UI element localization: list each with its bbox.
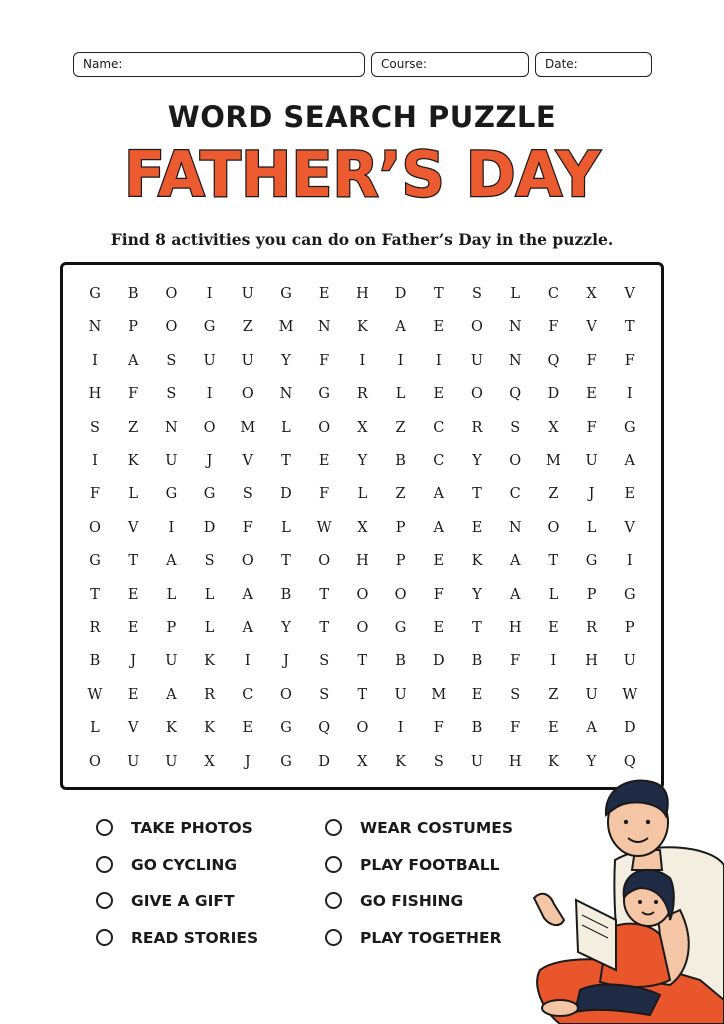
grid-cell[interactable]: I xyxy=(397,720,404,737)
grid-cell[interactable]: B xyxy=(471,720,483,737)
grid-cell[interactable]: M xyxy=(240,419,256,436)
grid-cell[interactable]: O xyxy=(394,586,407,603)
grid-cell[interactable]: M xyxy=(545,453,561,469)
grid-cell[interactable]: A xyxy=(586,720,597,737)
grid-cell[interactable]: A xyxy=(433,486,445,503)
grid-cell[interactable]: S xyxy=(472,286,482,302)
grid-cell[interactable]: E xyxy=(548,720,559,737)
grid-cell[interactable]: K xyxy=(127,453,139,469)
grid-cell[interactable]: L xyxy=(395,386,406,403)
grid-cell[interactable]: G xyxy=(203,486,216,503)
grid-cell[interactable]: E xyxy=(433,553,445,570)
grid-cell[interactable]: T xyxy=(433,286,444,302)
grid-cell[interactable]: T xyxy=(357,653,368,670)
grid-cell[interactable]: U xyxy=(394,686,407,703)
grid-cell[interactable]: G xyxy=(165,486,178,503)
grid-cell[interactable]: H xyxy=(508,753,522,770)
grid-cell[interactable]: M xyxy=(431,686,447,703)
grid-cell[interactable]: X xyxy=(204,753,215,770)
grid-cell[interactable]: T xyxy=(319,586,330,603)
grid-cell[interactable]: T xyxy=(281,553,291,570)
grid-cell[interactable]: Y xyxy=(281,352,291,369)
grid-cell[interactable]: I xyxy=(206,286,213,302)
grid-cell[interactable]: L xyxy=(128,486,138,503)
word-checkbox[interactable] xyxy=(325,856,342,873)
puzzle-grid xyxy=(60,262,664,790)
grid-cell[interactable]: U xyxy=(165,453,178,469)
grid-cell[interactable]: I xyxy=(244,653,251,670)
grid-cell[interactable]: S xyxy=(90,419,100,436)
grid-cell[interactable]: H xyxy=(356,553,369,570)
word-checkbox[interactable] xyxy=(96,892,113,909)
grid-cell[interactable]: Y xyxy=(472,453,482,469)
grid-cell[interactable]: Y xyxy=(586,753,597,770)
grid-cell[interactable]: K xyxy=(471,553,483,570)
grid-cell[interactable]: O xyxy=(280,686,292,703)
grid-cell[interactable]: U xyxy=(470,352,484,369)
grid-cell[interactable]: K xyxy=(356,319,368,336)
course-field[interactable] xyxy=(371,52,529,77)
grid-cell[interactable]: H xyxy=(585,653,598,670)
grid-cell[interactable]: N xyxy=(508,319,522,336)
grid-cell[interactable]: F xyxy=(319,352,330,369)
grid-cell[interactable]: L xyxy=(357,486,368,503)
word-checkbox[interactable] xyxy=(96,856,113,873)
father-reading-to-daughter-icon xyxy=(520,770,724,1024)
grid-cell[interactable]: G xyxy=(585,553,598,570)
grid-cell[interactable]: L xyxy=(510,286,520,302)
grid-cell[interactable]: W xyxy=(622,686,638,703)
word-item: TAKE PHOTOS xyxy=(131,819,253,837)
grid-cell[interactable]: H xyxy=(356,286,369,302)
grid-cell[interactable]: F xyxy=(586,352,597,369)
grid-cell[interactable]: N xyxy=(508,519,522,536)
grid-cell[interactable]: T xyxy=(357,686,368,703)
grid-cell[interactable]: A xyxy=(242,620,254,636)
grid-cell[interactable]: K xyxy=(165,720,177,737)
grid-cell[interactable]: R xyxy=(471,419,483,436)
grid-cell[interactable]: A xyxy=(127,352,139,369)
grid-cell[interactable]: C xyxy=(433,453,445,469)
grid-cell[interactable]: G xyxy=(280,753,292,770)
grid-cell[interactable]: B xyxy=(395,653,406,670)
grid-cell[interactable]: E xyxy=(471,686,483,703)
word-item: PLAY TOGETHER xyxy=(360,928,502,947)
grid-cell[interactable]: O xyxy=(509,453,522,469)
grid-cell[interactable]: O xyxy=(165,286,178,302)
grid-cell[interactable]: L xyxy=(281,519,291,536)
course-label: Course: xyxy=(381,57,427,71)
grid-cell[interactable]: U xyxy=(241,352,254,369)
grid-cell[interactable]: N xyxy=(508,352,522,369)
grid-cell[interactable]: Z xyxy=(395,486,406,503)
grid-cell[interactable]: S xyxy=(433,753,444,770)
grid-cell[interactable]: F xyxy=(89,486,101,503)
grid-cell[interactable]: J xyxy=(283,653,289,670)
grid-cell[interactable]: I xyxy=(626,386,633,403)
grid-cell[interactable]: K xyxy=(395,753,407,770)
grid-cell[interactable]: C xyxy=(509,486,521,503)
grid-cell[interactable]: P xyxy=(128,319,139,336)
grid-cell[interactable]: L xyxy=(204,620,215,636)
grid-cell[interactable]: X xyxy=(586,286,597,302)
grid-cell[interactable]: F xyxy=(242,519,253,536)
grid-cell[interactable]: V xyxy=(624,286,636,302)
word-checkbox[interactable] xyxy=(96,929,113,946)
name-label: Name: xyxy=(83,57,123,71)
grid-cell[interactable]: Y xyxy=(472,586,482,603)
grid-cell[interactable]: P xyxy=(166,620,177,636)
grid-cell[interactable]: T xyxy=(128,553,139,570)
grid-cell[interactable]: Y xyxy=(357,453,368,469)
word-checkbox[interactable] xyxy=(325,819,342,836)
grid-cell[interactable]: F xyxy=(510,653,521,670)
word-checkbox[interactable] xyxy=(96,819,113,836)
grid-cell[interactable]: I xyxy=(92,453,98,469)
grid-cell[interactable]: O xyxy=(318,553,331,570)
grid-cell[interactable]: I xyxy=(397,352,404,369)
grid-cell[interactable]: T xyxy=(472,486,482,503)
grid-cell[interactable]: I xyxy=(206,386,213,403)
grid-cell[interactable]: Q xyxy=(509,386,522,403)
grid-cell[interactable]: L xyxy=(281,419,291,436)
grid-cell[interactable]: O xyxy=(241,553,254,570)
grid-cell[interactable]: B xyxy=(280,586,292,603)
grid-cell[interactable]: C xyxy=(547,286,559,302)
grid-cell[interactable]: A xyxy=(509,553,521,570)
grid-cell[interactable]: P xyxy=(586,586,597,603)
grid-cell[interactable]: F xyxy=(433,586,444,603)
grid-cell[interactable]: T xyxy=(319,620,330,636)
grid-cell[interactable]: O xyxy=(203,419,216,436)
grid-cell[interactable]: T xyxy=(281,453,291,469)
title-graphic xyxy=(92,138,632,210)
grid-cell[interactable]: H xyxy=(508,620,522,636)
grid-cell[interactable]: T xyxy=(624,319,635,336)
grid-cell[interactable]: K xyxy=(204,720,216,737)
grid-cell[interactable]: A xyxy=(395,319,406,336)
grid-cell[interactable]: D xyxy=(318,753,330,770)
grid-cell[interactable]: B xyxy=(395,453,406,469)
grid-cell[interactable]: O xyxy=(89,753,101,770)
grid-cell[interactable]: G xyxy=(280,720,292,737)
grid-cell[interactable]: Z xyxy=(128,419,139,436)
grid-cell[interactable]: G xyxy=(89,553,101,570)
grid-cell[interactable]: W xyxy=(316,519,332,536)
word-item: GO CYCLING xyxy=(131,855,238,874)
grid-cell[interactable]: E xyxy=(433,620,445,636)
grid-cell[interactable]: B xyxy=(127,286,139,302)
grid-cell[interactable]: J xyxy=(244,753,251,770)
date-field[interactable] xyxy=(535,52,652,77)
grid-cell[interactable]: U xyxy=(127,753,140,770)
grid-cell[interactable]: J xyxy=(130,653,137,670)
grid-cell[interactable]: C xyxy=(242,686,254,703)
grid-cell[interactable]: G xyxy=(318,386,330,403)
grid-cell[interactable]: T xyxy=(472,620,482,636)
grid-cell[interactable]: F xyxy=(433,720,444,737)
grid-cell[interactable]: L xyxy=(548,586,559,603)
grid-cell[interactable]: D xyxy=(432,653,445,670)
grid-cell[interactable]: R xyxy=(586,620,598,636)
grid-cell[interactable]: L xyxy=(204,586,215,603)
grid-cell[interactable]: H xyxy=(88,386,102,403)
grid-cell[interactable]: E xyxy=(242,720,254,737)
grid-cell[interactable]: G xyxy=(280,286,292,302)
grid-cell[interactable]: N xyxy=(165,419,178,436)
grid-cell[interactable]: V xyxy=(624,519,636,536)
grid-cell[interactable]: A xyxy=(624,453,636,469)
grid-cell[interactable]: R xyxy=(89,620,101,636)
grid-cell[interactable]: V xyxy=(586,319,597,336)
grid-cell[interactable]: Z xyxy=(242,319,253,336)
grid-cell[interactable]: G xyxy=(89,286,101,302)
grid-cell[interactable]: A xyxy=(242,586,254,603)
grid-cell[interactable]: N xyxy=(88,319,102,336)
grid-cell[interactable]: B xyxy=(471,653,483,670)
word-item: READ STORIES xyxy=(131,928,259,947)
grid-cell[interactable]: X xyxy=(357,419,368,436)
grid-cell[interactable]: U xyxy=(203,352,216,369)
grid-cell[interactable]: E xyxy=(548,620,559,636)
grid-cell[interactable]: O xyxy=(241,386,254,403)
grid-cell[interactable]: S xyxy=(510,419,521,436)
grid-cell[interactable]: O xyxy=(165,319,178,336)
grid-cell[interactable]: U xyxy=(165,753,178,770)
instruction-text: Find 8 activities you can do on Father’s Day in the puzzle. xyxy=(110,230,614,249)
grid-cell[interactable]: U xyxy=(585,686,598,703)
grid-cell[interactable]: A xyxy=(433,519,445,536)
grid-cell[interactable]: D xyxy=(394,286,407,302)
grid-cell[interactable]: O xyxy=(471,386,483,403)
grid-cell[interactable]: S xyxy=(510,686,521,703)
grid-cell[interactable]: A xyxy=(166,686,177,703)
grid-cell[interactable]: F xyxy=(586,419,597,436)
grid-cell[interactable]: G xyxy=(203,319,216,336)
grid-cell[interactable]: L xyxy=(90,720,100,737)
grid-cell[interactable]: D xyxy=(623,720,636,737)
grid-cell[interactable]: I xyxy=(435,352,442,369)
grid-cell[interactable]: Z xyxy=(395,419,406,436)
name-field[interactable] xyxy=(73,52,365,77)
grid-cell[interactable]: G xyxy=(624,586,636,603)
grid-cell[interactable]: E xyxy=(127,686,139,703)
grid-cell[interactable]: U xyxy=(585,453,598,469)
grid-cell[interactable]: J xyxy=(588,486,595,503)
grid-cell[interactable]: I xyxy=(92,352,98,369)
word-checkbox[interactable] xyxy=(325,929,342,946)
grid-cell[interactable]: I xyxy=(550,653,557,670)
word-item: PLAY FOOTBALL xyxy=(360,855,500,874)
grid-cell[interactable]: J xyxy=(206,453,213,469)
grid-cell[interactable]: O xyxy=(356,586,369,603)
grid-cell[interactable]: K xyxy=(547,753,559,770)
grid-cell[interactable]: X xyxy=(357,519,368,536)
subtitle: WORD SEARCH PUZZLE xyxy=(167,100,557,134)
grid-cell[interactable]: D xyxy=(203,519,216,536)
grid-cell[interactable]: G xyxy=(394,620,407,636)
grid-cell[interactable]: E xyxy=(318,453,330,469)
grid-cell[interactable]: N xyxy=(279,386,293,403)
grid-cell[interactable]: L xyxy=(586,519,597,536)
grid-cell[interactable]: I xyxy=(168,519,175,536)
grid-cell[interactable]: I xyxy=(626,553,633,570)
word-checkbox[interactable] xyxy=(325,892,342,909)
grid-cell[interactable]: S xyxy=(166,386,177,403)
grid-cell[interactable]: K xyxy=(204,653,216,670)
grid-cell[interactable]: O xyxy=(318,419,331,436)
grid-cell[interactable]: X xyxy=(548,419,559,436)
grid-cell[interactable]: E xyxy=(433,319,445,336)
grid-cell[interactable]: P xyxy=(624,620,635,636)
grid-cell[interactable]: F xyxy=(319,486,330,503)
grid-cell[interactable]: L xyxy=(166,586,177,603)
grid-cell[interactable]: T xyxy=(548,553,559,570)
word-item: GIVE A GIFT xyxy=(131,892,235,910)
grid-cell[interactable]: S xyxy=(166,352,177,369)
grid-cell[interactable]: S xyxy=(319,653,330,670)
grid-cell[interactable]: W xyxy=(87,686,103,703)
grid-cell[interactable]: Z xyxy=(548,486,559,503)
grid-cell[interactable]: A xyxy=(509,586,521,603)
word-item: WEAR COSTUMES xyxy=(360,819,514,837)
grid-cell[interactable]: Q xyxy=(318,720,331,737)
grid-cell[interactable]: G xyxy=(624,419,636,436)
grid-cell[interactable]: E xyxy=(433,386,445,403)
grid-cell[interactable]: Q xyxy=(547,352,560,369)
grid-cell[interactable]: B xyxy=(89,653,101,670)
grid-cell[interactable]: F xyxy=(128,386,139,403)
grid-cell[interactable]: P xyxy=(395,519,406,536)
grid-cell[interactable]: U xyxy=(241,286,254,302)
date-label: Date: xyxy=(545,57,578,71)
grid-cell[interactable]: M xyxy=(278,319,294,336)
grid-cell[interactable]: O xyxy=(471,319,483,336)
grid-cell[interactable]: O xyxy=(356,720,369,737)
grid-cell[interactable]: V xyxy=(127,519,139,536)
grid-cell[interactable]: C xyxy=(433,419,445,436)
grid-cell[interactable]: E xyxy=(127,586,139,603)
grid-cell[interactable]: S xyxy=(242,486,253,503)
page-title: FATHER’S DAY xyxy=(124,138,602,210)
grid-cell[interactable]: Q xyxy=(623,753,636,770)
grid-cell[interactable]: X xyxy=(357,753,368,770)
grid-cell[interactable]: E xyxy=(127,620,139,636)
grid-cell[interactable]: Z xyxy=(548,686,559,703)
grid-cell[interactable]: S xyxy=(319,686,330,703)
grid-cell[interactable]: I xyxy=(359,352,366,369)
grid-cell[interactable]: U xyxy=(165,653,178,670)
grid-cell[interactable]: D xyxy=(280,486,292,503)
grid-cell[interactable]: F xyxy=(510,720,521,737)
grid-cell[interactable]: F xyxy=(548,319,559,336)
grid-cell[interactable]: T xyxy=(90,586,100,603)
grid-cell[interactable]: P xyxy=(395,553,406,570)
grid-cell[interactable]: N xyxy=(317,319,331,336)
grid-cell[interactable]: D xyxy=(547,386,560,403)
grid-cell[interactable]: E xyxy=(471,519,483,536)
grid-cell[interactable]: E xyxy=(318,286,330,302)
grid-cell[interactable]: F xyxy=(624,352,635,369)
grid-cell[interactable]: O xyxy=(356,620,369,636)
grid-cell[interactable]: R xyxy=(204,686,216,703)
grid-cell[interactable]: V xyxy=(242,453,254,469)
grid-cell[interactable]: O xyxy=(547,519,560,536)
grid-cell[interactable]: V xyxy=(127,720,139,737)
grid-cell[interactable]: E xyxy=(624,486,636,503)
grid-cell[interactable]: U xyxy=(623,653,636,670)
word-item: GO FISHING xyxy=(360,892,464,910)
grid-cell[interactable]: S xyxy=(204,553,215,570)
grid-cell[interactable]: A xyxy=(166,553,177,570)
grid-cell[interactable]: E xyxy=(586,386,597,403)
grid-cell[interactable]: R xyxy=(356,386,368,403)
grid-cell[interactable]: U xyxy=(470,753,484,770)
grid-cell[interactable]: Y xyxy=(281,620,291,636)
grid-cell[interactable]: O xyxy=(89,519,101,536)
